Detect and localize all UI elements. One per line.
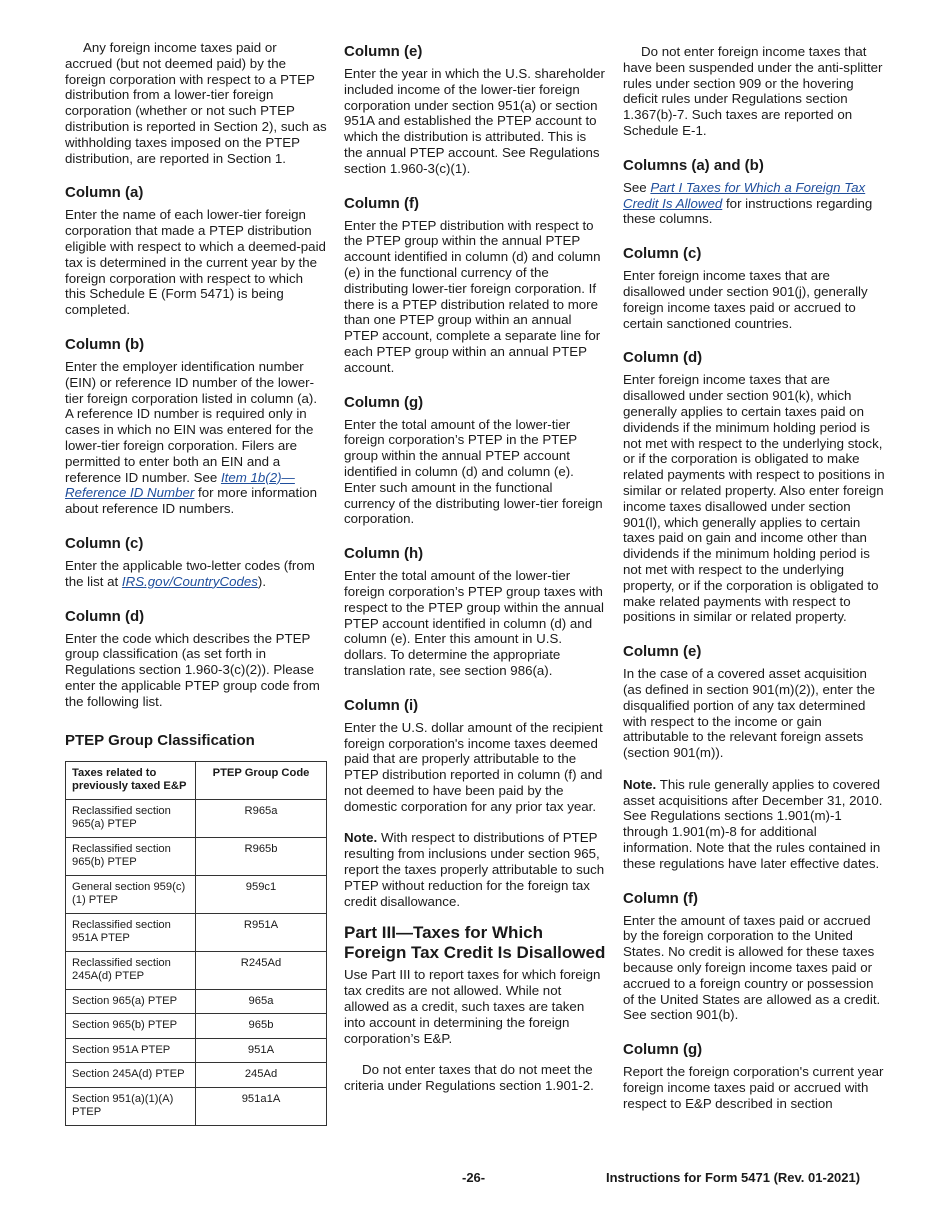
- text-col-g-3: Report the foreign corporation's current year foreign income taxes paid or accrued with respect to E&P described in section: [623, 1064, 884, 1111]
- text-col-f: Enter the PTEP distribution with respect to the PTEP group within the annual PTEP account identified in column (d) and column (e) in the functional currency of the distributing lower-tier foreign corporation. If there is a PTEP distribution related to more than one PTEP group within an annual PTEP account, complete a separate line for each PTEP group within an annual PTEP account.: [344, 217, 601, 375]
- part-i-link[interactable]: Part I Taxes for Which a Foreign Tax Credit Is Allowed: [623, 179, 866, 211]
- part3-heading: Part III—Taxes for Which Foreign Tax Credit Is Disallowed: [344, 923, 606, 963]
- table-header-taxes: Taxes related to previously taxed E&P: [66, 761, 196, 799]
- heading-col-d: Column (d): [65, 607, 145, 625]
- footer-title: Instructions for Form 5471 (Rev. 01-2021): [606, 1170, 861, 1185]
- heading-col-f-3: Column (f): [623, 889, 698, 907]
- heading-col-h: Column (h): [344, 545, 424, 563]
- heading-col-i: Column (i): [344, 696, 419, 714]
- heading-col-c-3: Column (c): [623, 245, 702, 263]
- table-header-row: [66, 761, 327, 799]
- ptep-group-table: [65, 761, 327, 1126]
- note-covered-asset: Note. This rule generally applies to covered asset acquisitions after December 31, 2010. See Regulations sections 1.901(m)-1 through 1.901(m)-8 for additional information. Note that the rules contained in these regulations have later effective dates.: [623, 776, 883, 871]
- text-col-e-3: In the case of a covered asset acquisition (as defined in section 901(m)(2)), enter the disqualified portion of any tax determined with respect to the income or gain attributable to the relevant foreign assets (section 901(m)).: [623, 666, 876, 761]
- table-row: Reclassified section 965(a) PTEP R965a: [66, 799, 327, 837]
- text-col-a: Enter the name of each lower-tier foreign corporation that made a PTEP distribution eligible with respect to which a deemed-paid tax is determined in the current year by the foreign corporation with respect to which this Schedule E (Form 5471) is being completed.: [65, 207, 326, 318]
- text-col-c-3: Enter foreign income taxes that are disallowed under section 901(j), generally foreign income taxes paid or accrued to certain sanctioned countries.: [623, 268, 868, 331]
- column-2: [344, 40, 606, 1094]
- text-col-h: Enter the total amount of the lower-tier foreign corporation’s PTEP group taxes with respect to the PTEP group within the annual PTEP account identified in column (d) and column (e). Enter this amount in U.S. dollars. To determine the appropriate translation rate, see section 986(a).: [344, 568, 604, 678]
- text-col-b: Enter the employer identification number (EIN) or reference ID number of the lower-tier foreign corporation listed in column (a). A reference ID number is required only in cases in which no EIN was entered for the lower-tier foreign corporation. Filers are permitted to enter both an EIN and a reference ID number. See Item 1b(2)—Reference ID Number for more information about reference ID numbers.: [65, 358, 318, 517]
- table-row: General section 959(c)(1) PTEP 959c1: [66, 875, 327, 913]
- reference-id-link[interactable]: Item 1b(2)—Reference ID Number: [65, 469, 295, 501]
- heading-col-a: Column (a): [65, 184, 144, 202]
- heading-columns-a-b: Columns (a) and (b): [623, 156, 764, 174]
- heading-col-b: Column (b): [65, 335, 145, 353]
- country-codes-link[interactable]: IRS.gov/CountryCodes: [121, 573, 258, 589]
- table-row: Section 951(a)(1)(A) PTEP 951a1A: [66, 1087, 327, 1125]
- heading-col-f: Column (f): [344, 194, 419, 212]
- table-row: Reclassified section 965(b) PTEP R965b: [66, 837, 327, 875]
- table-row: Section 965(b) PTEP 965b: [66, 1014, 327, 1039]
- note-section-965: Note. With respect to distributions of PTEP resulting from inclusions under section 965, report the taxes properly attributable to such PTEP without reduction for the foreign tax credit disallowance.: [344, 830, 605, 909]
- heading-col-c: Column (c): [65, 534, 144, 552]
- table-row: Reclassified section 245A(d) PTEP R245Ad: [66, 951, 327, 989]
- table-row: Reclassified section 951A PTEP R951A: [66, 913, 327, 951]
- part3-text: Use Part III to report taxes for which foreign tax credits are not allowed. While not allowed as a credit, such taxes are taken into account in determining the foreign corporation’s E&P.: [344, 967, 601, 1046]
- heading-col-d-3: Column (d): [623, 349, 703, 367]
- text-columns-a-b: See Part I Taxes for Which a Foreign Tax Credit Is Allowed for instructions regarding these columns.: [623, 179, 873, 227]
- table-header-code: PTEP Group Code: [196, 761, 327, 799]
- page-number: -26-: [462, 1170, 486, 1185]
- part3-text-2: Do not enter taxes that do not meet the criteria under Regulations section 1.901-2.: [344, 1062, 594, 1094]
- column-3: [623, 40, 885, 1112]
- table-row: Section 245A(d) PTEP 245Ad: [66, 1063, 327, 1088]
- text-col-d-3: Enter foreign income taxes that are disallowed under section 901(k), which generally applies to certain taxes paid on dividends if the minimum holding period is not met with respect to the underlying stock, or if the corporation is obligated to make related payments with respect to positions in similar or related property. Also enter foreign income taxes disallowed under section 901(l), which generally applies to certain taxes paid on gain and income other than dividends if the minimum holding period is not met with respect to the underlying property, or if the corporation is obligated to make related payments with respect to positions in similar or related property.: [623, 372, 885, 625]
- col1-intro: Any foreign income taxes paid or accrued (but not deemed paid) by the foreign corporation with respect to a PTEP distribution from a lower-tier foreign corporation (whether or not such PTEP distribution is reported in Section 2), such as withholding taxes imposed on the PTEP distribution, are reported in Section 1.: [65, 40, 327, 166]
- text-col-d: Enter the code which describes the PTEP group classification (as set forth in Regulations section 1.960-3(c)(2)). Please enter the applicable PTEP group code from the following list.: [65, 630, 320, 709]
- text-col-i: Enter the U.S. dollar amount of the recipient foreign corporation's income taxes deemed paid that are properly attributable to the PTEP distribution reported in column (f) and not deemed to have been paid by the domestic corporation for any prior tax year.: [344, 719, 603, 814]
- table-row: Section 951A PTEP 951A: [66, 1038, 327, 1063]
- col3-intro: Do not enter foreign income taxes that have been suspended under the anti-splitter rules under section 909 or the hovering deficit rules under Regulations section 1.367(b)-7. Such taxes are reported on Schedule E-1.: [623, 44, 883, 138]
- text-col-e: Enter the year in which the U.S. shareholder included income of the lower-tier foreign corporation under section 951(a) or section 951A and established the PTEP account to which the distribution is attributed. This is the annual PTEP account. See Regulations section 1.960-3(c)(1).: [344, 66, 605, 176]
- heading-col-e: Column (e): [344, 43, 423, 60]
- heading-col-g-3: Column (g): [623, 1041, 703, 1059]
- text-col-g: Enter the total amount of the lower-tier foreign corporation’s PTEP in the PTEP group within the annual PTEP account identified in column (d) and column (e). Enter such amount in the functional currency of the distributing lower-tier foreign corporation.: [344, 416, 603, 527]
- column-1: [65, 40, 327, 1126]
- text-col-c: Enter the applicable two-letter codes (from the list at IRS.gov/CountryCodes).: [65, 557, 315, 589]
- heading-col-g: Column (g): [344, 393, 424, 411]
- table-row: Section 965(a) PTEP 965a: [66, 989, 327, 1014]
- text-col-f-3: Enter the amount of taxes paid or accrued by the foreign corporation to the United States. No credit is allowed for these taxes because only foreign income taxes paid or accrued to a foreign country or possession of the United States are allowed as a credit. See section 901(b).: [623, 912, 881, 1023]
- heading-col-e-3: Column (e): [623, 643, 702, 661]
- ptep-classification-heading: PTEP Group Classification: [65, 731, 255, 749]
